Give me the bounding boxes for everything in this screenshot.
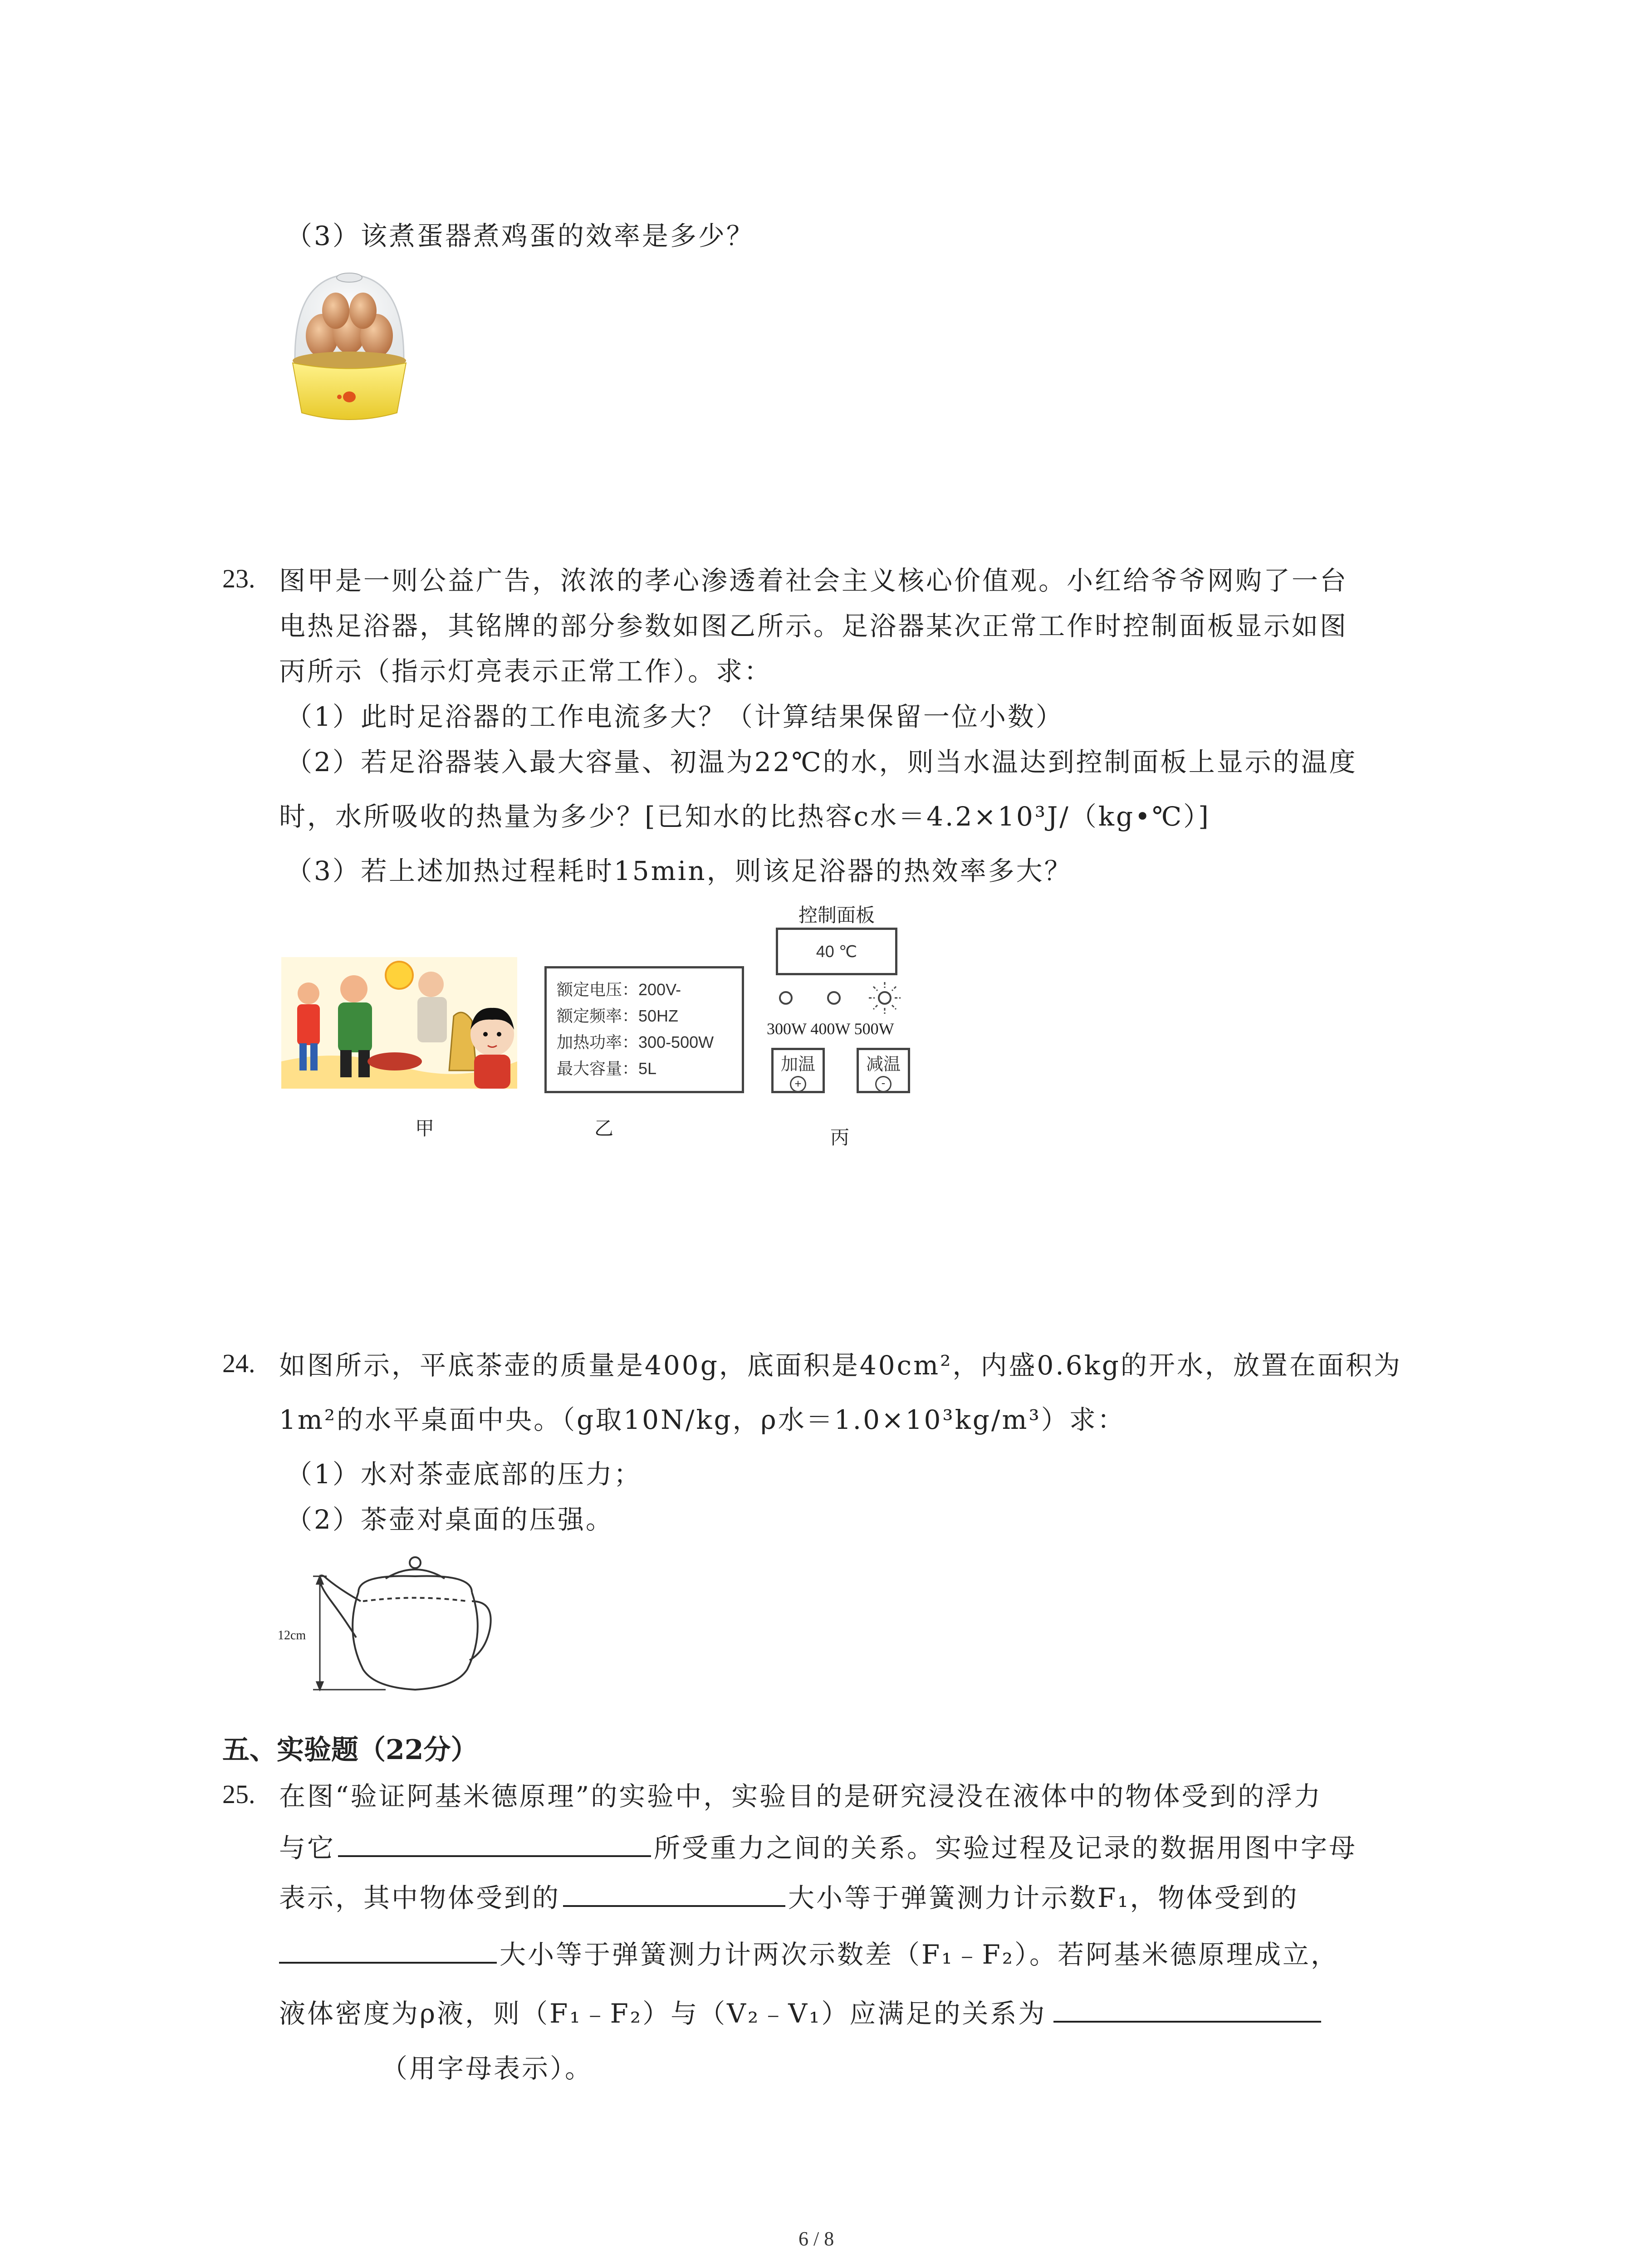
q25-number: 25. xyxy=(222,1779,255,1809)
q25-blank-1[interactable] xyxy=(338,1828,651,1857)
q24-text-line2: 1m²的水平桌面中央。（g取10N/kg，ρ水＝1.0×10³kg/m³）求： xyxy=(279,1404,1126,1435)
minus-icon: - xyxy=(875,1076,892,1092)
q25-line4-end: 大小等于弹簧测力计两次示数差（F₁﹣F₂）。若阿基米德原理成立， xyxy=(500,1939,1339,1970)
q25-line2-start: 与它 xyxy=(279,1833,336,1863)
q22-part3: （3）该煮蛋器煮鸡蛋的效率是多少？ xyxy=(286,220,754,251)
q25-text-line2 xyxy=(279,1828,1357,1866)
q25-line3-start: 表示，其中物体受到的 xyxy=(279,1882,561,1913)
heat-down-label: 减温 xyxy=(866,1055,901,1074)
q25-text-line3 xyxy=(279,1878,1299,1916)
panel-display: 40 ℃ xyxy=(776,928,897,975)
q23-part2-line1: （2）若足浴器装入最大容量、初温为22℃的水，则当水温达到控制面板上显示的温度 xyxy=(286,747,1357,777)
q23-part1: （1）此时足浴器的工作电流多大？（计算结果保留一位小数） xyxy=(286,701,1064,732)
q23-part2-line2: 时，水所吸收的热量为多少？[已知水的比热容c水＝4.2×10³J/（kg•℃）] xyxy=(279,801,1210,832)
teapot-figure xyxy=(277,1551,495,1696)
q24-part1: （1）水对茶壶底部的压力； xyxy=(286,1459,642,1490)
panel-heat-down-button xyxy=(857,1048,910,1093)
plus-icon: + xyxy=(790,1076,806,1092)
nameplate-power: 加热功率：300-500W xyxy=(557,1033,714,1051)
egg-cooker-image xyxy=(281,268,417,431)
q25-blank-4[interactable] xyxy=(1053,1994,1321,2023)
panel-indicator-lights xyxy=(776,980,912,1016)
q23-text-line1: 图甲是一则公益广告，浓浓的孝心渗透着社会主义核心价值观。小红给爷爷网购了一台 xyxy=(279,565,1348,596)
page-number: 6 / 8 xyxy=(798,2228,834,2250)
q25-text-line6: （用字母表示）。 xyxy=(381,2053,593,2084)
figure-label-jia: 甲 xyxy=(415,1117,435,1139)
q25-text-line5 xyxy=(279,1994,1321,2032)
q25-line3-end: 大小等于弹簧测力计示数F₁，物体受到的 xyxy=(788,1882,1299,1913)
q23-text-line3: 丙所示（指示灯亮表示正常工作）。求： xyxy=(279,656,773,687)
panel-title: 控制面板 xyxy=(798,904,875,926)
q25-blank-3[interactable] xyxy=(279,1935,497,1964)
q24-text-line1: 如图所示，平底茶壶的质量是400g，底面积是40cm²，内盛0.6kg的开水，放置在面积为 xyxy=(279,1350,1402,1381)
figure-bing-control-panel xyxy=(767,900,930,1114)
q23-part3: （3）若上述加热过程耗时15min，则该足浴器的热效率多大？ xyxy=(286,855,1073,886)
q24-part2: （2）茶壶对桌面的压强。 xyxy=(286,1504,614,1535)
nameplate-capacity: 最大容量：5L xyxy=(557,1059,657,1078)
q25-line2-end: 所受重力之间的关系。实验过程及记录的数据用图中字母 xyxy=(654,1833,1357,1863)
q23-number: 23. xyxy=(222,564,255,593)
figure-label-bing: 丙 xyxy=(830,1126,850,1149)
figure-jia-poster xyxy=(281,957,517,1089)
heat-up-label: 加温 xyxy=(780,1055,815,1074)
teapot-height-label: 12cm xyxy=(278,1628,306,1642)
q25-text-line4 xyxy=(279,1935,1339,1973)
section-title-experiment: 五、实验题（22分） xyxy=(222,1734,478,1766)
figure-yi-nameplate xyxy=(544,966,744,1093)
nameplate-frequency: 额定频率：50HZ xyxy=(557,1007,679,1025)
q24-number: 24. xyxy=(222,1349,255,1378)
panel-heat-up-button xyxy=(771,1048,825,1093)
panel-power-labels: 300W 400W 500W xyxy=(767,1020,894,1038)
q25-blank-2[interactable] xyxy=(563,1878,785,1907)
nameplate-voltage: 额定电压：200V- xyxy=(557,980,681,999)
figure-label-yi: 乙 xyxy=(594,1117,614,1139)
q25-text-line1: 在图“验证阿基米德原理”的实验中，实验目的是研究浸没在液体中的物体受到的浮力 xyxy=(279,1781,1323,1812)
q25-line5-start: 液体密度为ρ液，则（F₁﹣F₂）与（V₂﹣V₁）应满足的关系为 xyxy=(279,1998,1047,2029)
q23-text-line2: 电热足浴器，其铭牌的部分参数如图乙所示。足浴器某次正常工作时控制面板显示如图 xyxy=(279,611,1348,641)
